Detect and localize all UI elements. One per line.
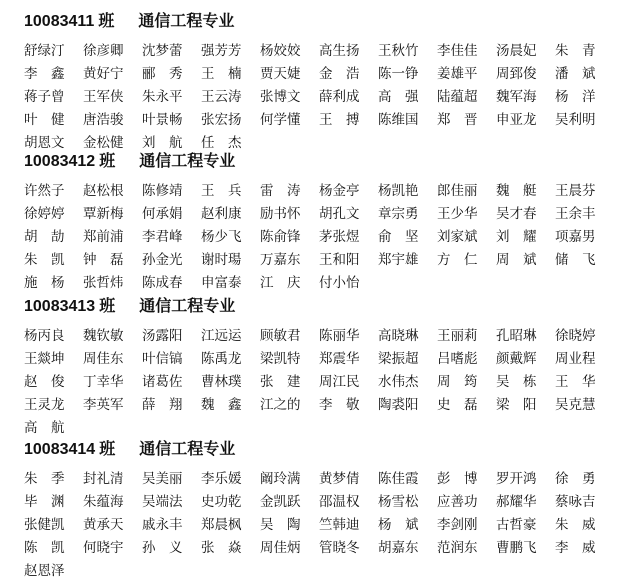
student-name: 阚玲满 — [260, 471, 301, 487]
student-name: 王晨芬 — [555, 183, 596, 199]
student-name: 周 筠 — [437, 374, 478, 390]
class-suffix: 班 — [99, 151, 116, 170]
student-name: 孙 义 — [142, 540, 183, 556]
student-name: 曹林璞 — [201, 374, 242, 390]
student-name: 周业程 — [555, 351, 596, 367]
student-list — [24, 325, 614, 440]
student-name: 项嘉男 — [555, 229, 596, 245]
student-name: 徐彦卿 — [83, 43, 124, 59]
student-name: 史功乾 — [201, 494, 242, 510]
student-name: 黄梦倩 — [319, 471, 360, 487]
student-name: 周佳炳 — [260, 540, 301, 556]
student-name: 申亚龙 — [496, 112, 537, 128]
student-name: 陈佳霞 — [378, 471, 419, 487]
student-name: 周郅俊 — [496, 66, 537, 82]
student-name: 王少华 — [437, 206, 478, 222]
student-name: 申富泰 — [201, 275, 242, 291]
student-name: 彭 博 — [437, 471, 478, 487]
class-header — [24, 295, 614, 317]
student-name: 王 华 — [555, 374, 596, 390]
student-name: 陈 凯 — [24, 540, 65, 556]
student-name: 陶裘阳 — [378, 397, 419, 413]
student-name: 史 磊 — [437, 397, 478, 413]
student-name: 张 建 — [260, 374, 301, 390]
student-name: 王燚坤 — [24, 351, 65, 367]
student-name: 水伟杰 — [378, 374, 419, 390]
student-name: 陈修靖 — [142, 183, 183, 199]
student-name: 舒绿汀 — [24, 43, 65, 59]
student-name: 梁凯特 — [260, 351, 301, 367]
student-name: 汤露阳 — [142, 328, 183, 344]
student-name: 孙金光 — [142, 252, 183, 268]
student-name: 杨雪松 — [378, 494, 419, 510]
student-name: 李剑刚 — [437, 517, 478, 533]
class-id: 10083411 — [24, 13, 95, 30]
student-name: 郑晨枫 — [201, 517, 242, 533]
student-name: 何承娟 — [142, 206, 183, 222]
student-name: 吴 陶 — [260, 517, 301, 533]
student-name: 杨 斌 — [378, 517, 419, 533]
student-name: 王和阳 — [319, 252, 360, 268]
student-name: 陈禹龙 — [201, 351, 242, 367]
student-name: 吴 栋 — [496, 374, 537, 390]
student-name: 陈丽华 — [319, 328, 360, 344]
student-name: 陈俞锋 — [260, 229, 301, 245]
student-name: 杨 洋 — [555, 89, 596, 105]
student-name: 魏 艇 — [496, 183, 537, 199]
student-name: 励书怀 — [260, 206, 301, 222]
student-name: 郑宇雄 — [378, 252, 419, 268]
student-name: 何学懂 — [260, 112, 301, 128]
student-name: 赵 俊 — [24, 374, 65, 390]
student-name: 朱 威 — [555, 517, 596, 533]
student-name: 王云涛 — [201, 89, 242, 105]
student-name: 金 浩 — [319, 66, 360, 82]
student-name: 朱永平 — [142, 89, 183, 105]
student-name: 叶 健 — [24, 112, 65, 128]
student-name: 强芳芳 — [201, 43, 242, 59]
student-name: 王余丰 — [555, 206, 596, 222]
student-list — [24, 40, 614, 155]
student-name: 李君峰 — [142, 229, 183, 245]
student-name: 高 强 — [378, 89, 419, 105]
student-name: 黄好宁 — [83, 66, 124, 82]
student-name: 管晓冬 — [319, 540, 360, 556]
student-name: 毕 渊 — [24, 494, 65, 510]
student-name: 杨姣姣 — [260, 43, 301, 59]
student-name: 魏钦敏 — [83, 328, 124, 344]
student-name: 蔡咏吉 — [555, 494, 596, 510]
student-name: 吴美丽 — [142, 471, 183, 487]
student-name: 金松健 — [83, 135, 124, 151]
student-name: 胡恩文 — [24, 135, 65, 151]
class-section — [24, 438, 614, 583]
student-name: 杨少飞 — [201, 229, 242, 245]
class-header — [24, 438, 614, 460]
student-name: 魏军海 — [496, 89, 537, 105]
student-name: 江远运 — [201, 328, 242, 344]
student-name: 周 斌 — [496, 252, 537, 268]
student-name: 李 威 — [555, 540, 596, 556]
student-name: 高生扬 — [319, 43, 360, 59]
class-id: 10083412 — [24, 153, 96, 170]
student-name: 封礼清 — [83, 471, 124, 487]
student-name: 胡 劼 — [24, 229, 65, 245]
class-id: 10083414 — [24, 441, 96, 458]
student-name: 范润东 — [437, 540, 478, 556]
student-name: 李 敬 — [319, 397, 360, 413]
student-name: 罗开鸿 — [496, 471, 537, 487]
student-name: 诸葛佐 — [142, 374, 183, 390]
student-name: 朱蕴海 — [83, 494, 124, 510]
student-list — [24, 468, 614, 583]
student-name: 高 航 — [24, 420, 65, 436]
student-name: 顾敏君 — [260, 328, 301, 344]
student-name: 唐浩骏 — [83, 112, 124, 128]
student-name: 郦 秀 — [142, 66, 183, 82]
student-name: 古哲豪 — [496, 517, 537, 533]
student-name: 梁振超 — [378, 351, 419, 367]
student-name: 李佳佳 — [437, 43, 478, 59]
student-name: 陈成春 — [142, 275, 183, 291]
student-name: 杨金亭 — [319, 183, 360, 199]
class-section — [24, 295, 614, 440]
student-name: 李 鑫 — [24, 66, 65, 82]
student-name: 郎佳丽 — [437, 183, 478, 199]
student-name: 万嘉东 — [260, 252, 301, 268]
student-name: 叶景畅 — [142, 112, 183, 128]
student-name: 杨凯艳 — [378, 183, 419, 199]
student-name: 赵松根 — [83, 183, 124, 199]
student-name: 付小怡 — [319, 275, 360, 291]
student-name: 张健凯 — [24, 517, 65, 533]
class-section — [24, 150, 614, 295]
student-name: 姜雄平 — [437, 66, 478, 82]
student-name: 章宗勇 — [378, 206, 419, 222]
student-name: 应善功 — [437, 494, 478, 510]
student-name: 陆蕴超 — [437, 89, 478, 105]
student-name: 吴克慧 — [555, 397, 596, 413]
student-name: 戚永丰 — [142, 517, 183, 533]
student-name: 梁 阳 — [496, 397, 537, 413]
class-header — [24, 150, 614, 172]
major-name: 通信工程专业 — [139, 151, 236, 170]
student-name: 丁幸华 — [83, 374, 124, 390]
student-name: 徐婷婷 — [24, 206, 65, 222]
student-name: 贾天婕 — [260, 66, 301, 82]
student-name: 王军侠 — [83, 89, 124, 105]
student-name: 汤晨妃 — [496, 43, 537, 59]
student-name: 颜戴辉 — [496, 351, 537, 367]
student-name: 孔昭琳 — [496, 328, 537, 344]
student-name: 赵恩泽 — [24, 563, 65, 579]
student-name: 张宏扬 — [201, 112, 242, 128]
student-name: 杨丙良 — [24, 328, 65, 344]
class-id: 10083413 — [24, 298, 96, 315]
student-name: 黄承天 — [83, 517, 124, 533]
student-name: 王 搏 — [319, 112, 360, 128]
student-name: 郝耀华 — [496, 494, 537, 510]
student-name: 储 飞 — [555, 252, 596, 268]
student-name: 薛利成 — [319, 89, 360, 105]
student-name: 胡嘉东 — [378, 540, 419, 556]
student-name: 刘 航 — [142, 135, 183, 151]
student-name: 王 兵 — [201, 183, 242, 199]
student-name: 周江民 — [319, 374, 360, 390]
student-name: 叶信镐 — [142, 351, 183, 367]
student-name: 郑前浦 — [83, 229, 124, 245]
student-name: 俞 坚 — [378, 229, 419, 245]
student-name: 方 仁 — [437, 252, 478, 268]
student-name: 胡孔文 — [319, 206, 360, 222]
student-name: 雷 涛 — [260, 183, 301, 199]
major-name: 通信工程专业 — [139, 296, 236, 315]
student-name: 李乐媛 — [201, 471, 242, 487]
student-name: 薛 翔 — [142, 397, 183, 413]
student-name: 潘 斌 — [555, 66, 596, 82]
class-section — [24, 10, 614, 155]
student-name: 施 杨 — [24, 275, 65, 291]
student-name: 江 庆 — [260, 275, 301, 291]
student-name: 王灵龙 — [24, 397, 65, 413]
student-name: 李英军 — [83, 397, 124, 413]
student-name: 徐晓婷 — [555, 328, 596, 344]
student-name: 金凯跃 — [260, 494, 301, 510]
student-name: 王秋竹 — [378, 43, 419, 59]
student-name: 郑 晋 — [437, 112, 478, 128]
major-name: 通信工程专业 — [139, 439, 236, 458]
student-name: 赵利康 — [201, 206, 242, 222]
student-list — [24, 180, 614, 295]
student-name: 吴利明 — [555, 112, 596, 128]
student-name: 吴才春 — [496, 206, 537, 222]
student-name: 朱 凯 — [24, 252, 65, 268]
student-name: 竺韩迪 — [319, 517, 360, 533]
student-name: 高晓琳 — [378, 328, 419, 344]
student-name: 陈维国 — [378, 112, 419, 128]
major-name: 通信工程专业 — [138, 11, 235, 30]
student-name: 何晓宇 — [83, 540, 124, 556]
student-name: 沈梦蕾 — [142, 43, 183, 59]
student-name: 任 杰 — [201, 135, 242, 151]
student-name: 王丽莉 — [437, 328, 478, 344]
student-name: 邵温权 — [319, 494, 360, 510]
student-name: 郑震华 — [319, 351, 360, 367]
student-name: 张哲炜 — [83, 275, 124, 291]
class-suffix: 班 — [99, 296, 116, 315]
student-name: 蒋子曾 — [24, 89, 65, 105]
student-name: 张博文 — [260, 89, 301, 105]
student-name: 刘 耀 — [496, 229, 537, 245]
class-header — [24, 10, 614, 32]
student-name: 谢时瑒 — [201, 252, 242, 268]
student-name: 刘家斌 — [437, 229, 478, 245]
student-name: 吕嗜彪 — [437, 351, 478, 367]
student-name: 覃新梅 — [83, 206, 124, 222]
student-name: 陈一铮 — [378, 66, 419, 82]
student-name: 茅张煜 — [319, 229, 360, 245]
student-name: 曹鹏飞 — [496, 540, 537, 556]
student-name: 许然子 — [24, 183, 65, 199]
class-suffix: 班 — [98, 11, 115, 30]
student-name: 朱 季 — [24, 471, 65, 487]
class-suffix: 班 — [99, 439, 116, 458]
student-name: 钟 磊 — [83, 252, 124, 268]
student-name: 魏 鑫 — [201, 397, 242, 413]
student-name: 张 焱 — [201, 540, 242, 556]
student-name: 吴端法 — [142, 494, 183, 510]
student-name: 周佳东 — [83, 351, 124, 367]
student-name: 朱 青 — [555, 43, 596, 59]
student-name: 江之的 — [260, 397, 301, 413]
student-name: 徐 勇 — [555, 471, 596, 487]
student-name: 王 楠 — [201, 66, 242, 82]
